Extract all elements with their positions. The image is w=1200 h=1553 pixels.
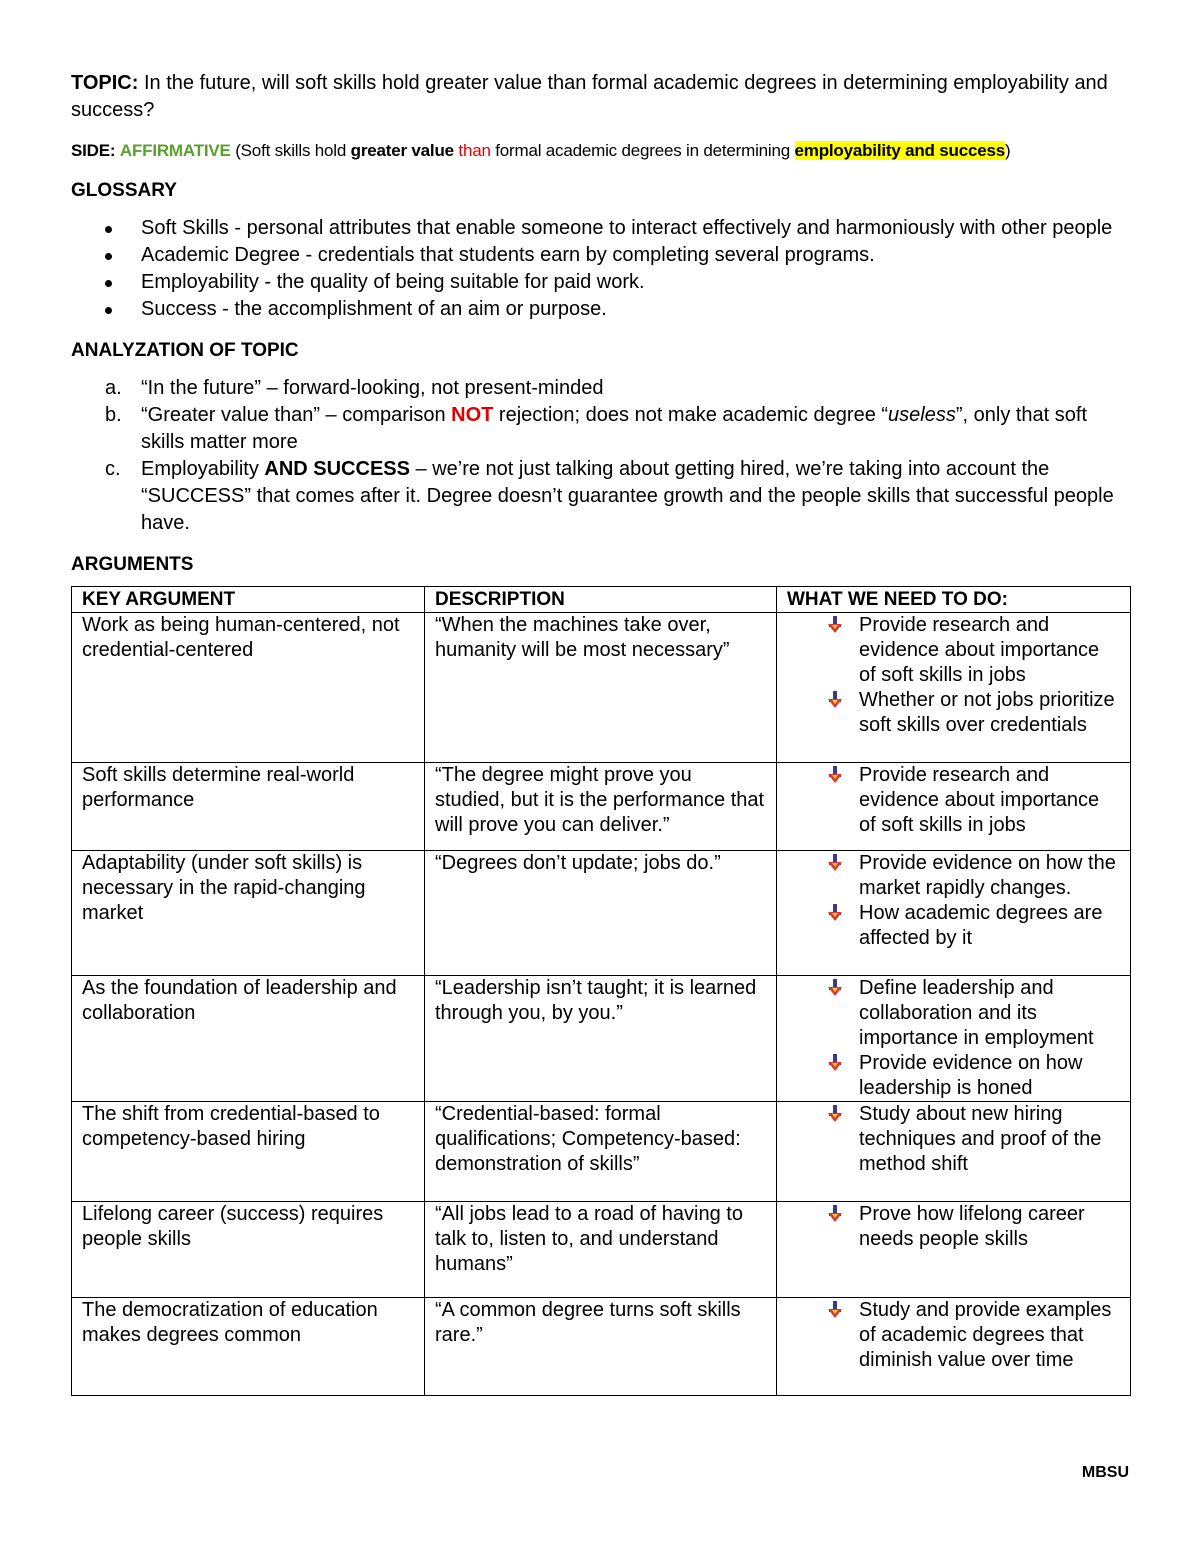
not-emphasis: NOT [451,404,494,426]
todo-cell [777,1202,1131,1298]
todo-cell [777,1298,1131,1396]
key-argument-cell: The democratization of education makes degrees common [72,1298,425,1396]
key-argument-cell: The shift from credential-based to competency-based hiring [72,1102,425,1202]
side-line [71,140,1131,162]
todo-list [787,1298,1120,1373]
table-row [72,763,1131,851]
todo-text: Whether or not jobs prioritize soft skills over credentials [859,689,1115,736]
todo-text: Study and provide examples of academic degrees that diminish value over time [859,1299,1112,1371]
table-row [72,613,1131,763]
topic-text: In the future, will soft skills hold greater value than formal academic degrees in determining employability and success? [71,72,1108,121]
description-cell: “Credential-based: formal qualifications; Competency-based: demonstration of skills” [425,1102,777,1202]
arguments-heading: ARGUMENTS [71,554,194,575]
todo-text: How academic degrees are affected by it [859,902,1103,949]
todo-text: Prove how lifelong career needs people skills [859,1203,1085,1250]
analyzation-text: Employability [141,458,265,480]
arguments-table [71,586,1131,1396]
table-header-row [72,587,1131,613]
analyzation-item-c [71,456,1131,537]
arrow-down-icon [827,616,843,634]
bullet-icon [105,226,112,233]
glossary-item [71,215,1131,242]
todo-list [787,851,1120,951]
todo-list [787,976,1120,1101]
todo-item [787,763,1120,838]
glossary-list [71,215,1131,323]
glossary-item-text: Soft Skills - personal attributes that enable someone to interact effectively and harmoniously with other people [141,217,1113,239]
table-body [72,613,1131,1396]
side-bold: greater value [350,141,454,160]
arrow-down-icon [827,979,843,997]
key-argument-cell: As the foundation of leadership and collaboration [72,976,425,1102]
side-label: SIDE: [71,141,116,160]
arrow-down-icon [827,1205,843,1223]
description-cell: “When the machines take over, humanity will be most necessary” [425,613,777,763]
glossary-heading: GLOSSARY [71,180,177,201]
column-header-description: DESCRIPTION [425,587,777,613]
topic-line [71,70,1131,124]
todo-cell [777,976,1131,1102]
todo-list [787,763,1120,838]
todo-list [787,1202,1120,1252]
topic-label: TOPIC: [71,72,139,94]
useless-emphasis: useless [888,404,956,426]
description-cell: “A common degree turns soft skills rare.” [425,1298,777,1396]
todo-item [787,901,1120,951]
list-marker: a. [105,377,122,399]
todo-cell [777,851,1131,976]
bullet-icon [105,307,112,314]
column-header-key-argument: KEY ARGUMENT [72,587,425,613]
glossary-item-text: Employability - the quality of being suitable for paid work. [141,271,645,293]
description-cell: “All jobs lead to a road of having to talk to, listen to, and understand humans” [425,1202,777,1298]
glossary-item-text: Success - the accomplishment of an aim or purpose. [141,298,607,320]
todo-text: Provide evidence on how leadership is honed [859,1052,1083,1099]
glossary-item-text: Academic Degree - credentials that students earn by completing several programs. [141,244,875,266]
arrow-down-icon [827,854,843,872]
analyzation-item-a [71,375,1131,402]
side-text-3: ) [1004,141,1011,160]
analyzation-text: ”, only that soft skills matter more [141,404,1088,453]
todo-text: Provide research and evidence about importance of soft skills in jobs [859,764,1100,836]
side-text-2: formal academic degrees in determining [490,141,795,160]
table-row [72,1298,1131,1396]
glossary-item [71,242,1131,269]
side-red-text: than [453,141,491,160]
todo-cell [777,1102,1131,1202]
glossary-item [71,269,1131,296]
success-emphasis: AND SUCCESS [264,458,410,480]
key-argument-cell: Soft skills determine real-world performance [72,763,425,851]
column-header-what-we-need: WHAT WE NEED TO DO: [777,587,1131,613]
analyzation-text: “Greater value than” – comparison [141,404,452,426]
key-argument-cell: Work as being human-centered, not credential-centered [72,613,425,763]
document-page [71,70,1131,1396]
bullet-icon [105,280,112,287]
analyzation-item-b [71,402,1131,456]
glossary-item [71,296,1131,323]
analyzation-list [71,375,1131,537]
todo-item [787,613,1120,688]
table-row [72,1102,1131,1202]
key-argument-cell: Adaptability (under soft skills) is necessary in the rapid-changing market [72,851,425,976]
analyzation-heading: ANALYZATION OF TOPIC [71,340,299,361]
todo-cell [777,763,1131,851]
todo-item [787,1298,1120,1373]
arrow-down-icon [827,766,843,784]
list-marker: c. [105,458,121,480]
list-marker: b. [105,404,122,426]
todo-item [787,976,1120,1051]
todo-text: Provide evidence on how the market rapidly changes. [859,852,1116,899]
arrow-down-icon [827,1105,843,1123]
analyzation-text: rejection; does not make academic degree “ [493,404,889,426]
todo-item [787,851,1120,901]
todo-item [787,1051,1120,1101]
todo-text: Study about new hiring techniques and proof of the method shift [859,1103,1102,1175]
footer-mbsu: MBSU [1081,1464,1129,1481]
table-row [72,976,1131,1102]
todo-item [787,1202,1120,1252]
todo-list [787,1102,1120,1177]
side-text-1: (Soft skills hold [230,141,351,160]
side-stance: AFFIRMATIVE [119,141,231,160]
todo-cell [777,613,1131,763]
analyzation-text: “In the future” – forward-looking, not present-minded [141,377,604,399]
description-cell: “Leadership isn’t taught; it is learned through you, by you.” [425,976,777,1102]
description-cell: “Degrees don’t update; jobs do.” [425,851,777,976]
arrow-down-icon [827,904,843,922]
arrow-down-icon [827,1054,843,1072]
todo-item [787,1102,1120,1177]
description-cell: “The degree might prove you studied, but it is the performance that will prove you can deliver.” [425,763,777,851]
side-highlight: employability and success [794,141,1005,160]
bullet-icon [105,253,112,260]
arrow-down-icon [827,1301,843,1319]
analyzation-text: – we’re not just talking about getting hired, we’re taking into account the “SUCCESS” that comes after it. Degree doesn’t guarantee growth and the people skills that successful people have. [141,458,1114,534]
table-row [72,1202,1131,1298]
key-argument-cell: Lifelong career (success) requires people skills [72,1202,425,1298]
todo-text: Provide research and evidence about importance of soft skills in jobs [859,614,1100,686]
arrow-down-icon [827,691,843,709]
todo-item [787,688,1120,738]
todo-text: Define leadership and collaboration and its importance in employment [859,977,1094,1049]
table-row [72,851,1131,976]
todo-list [787,613,1120,738]
